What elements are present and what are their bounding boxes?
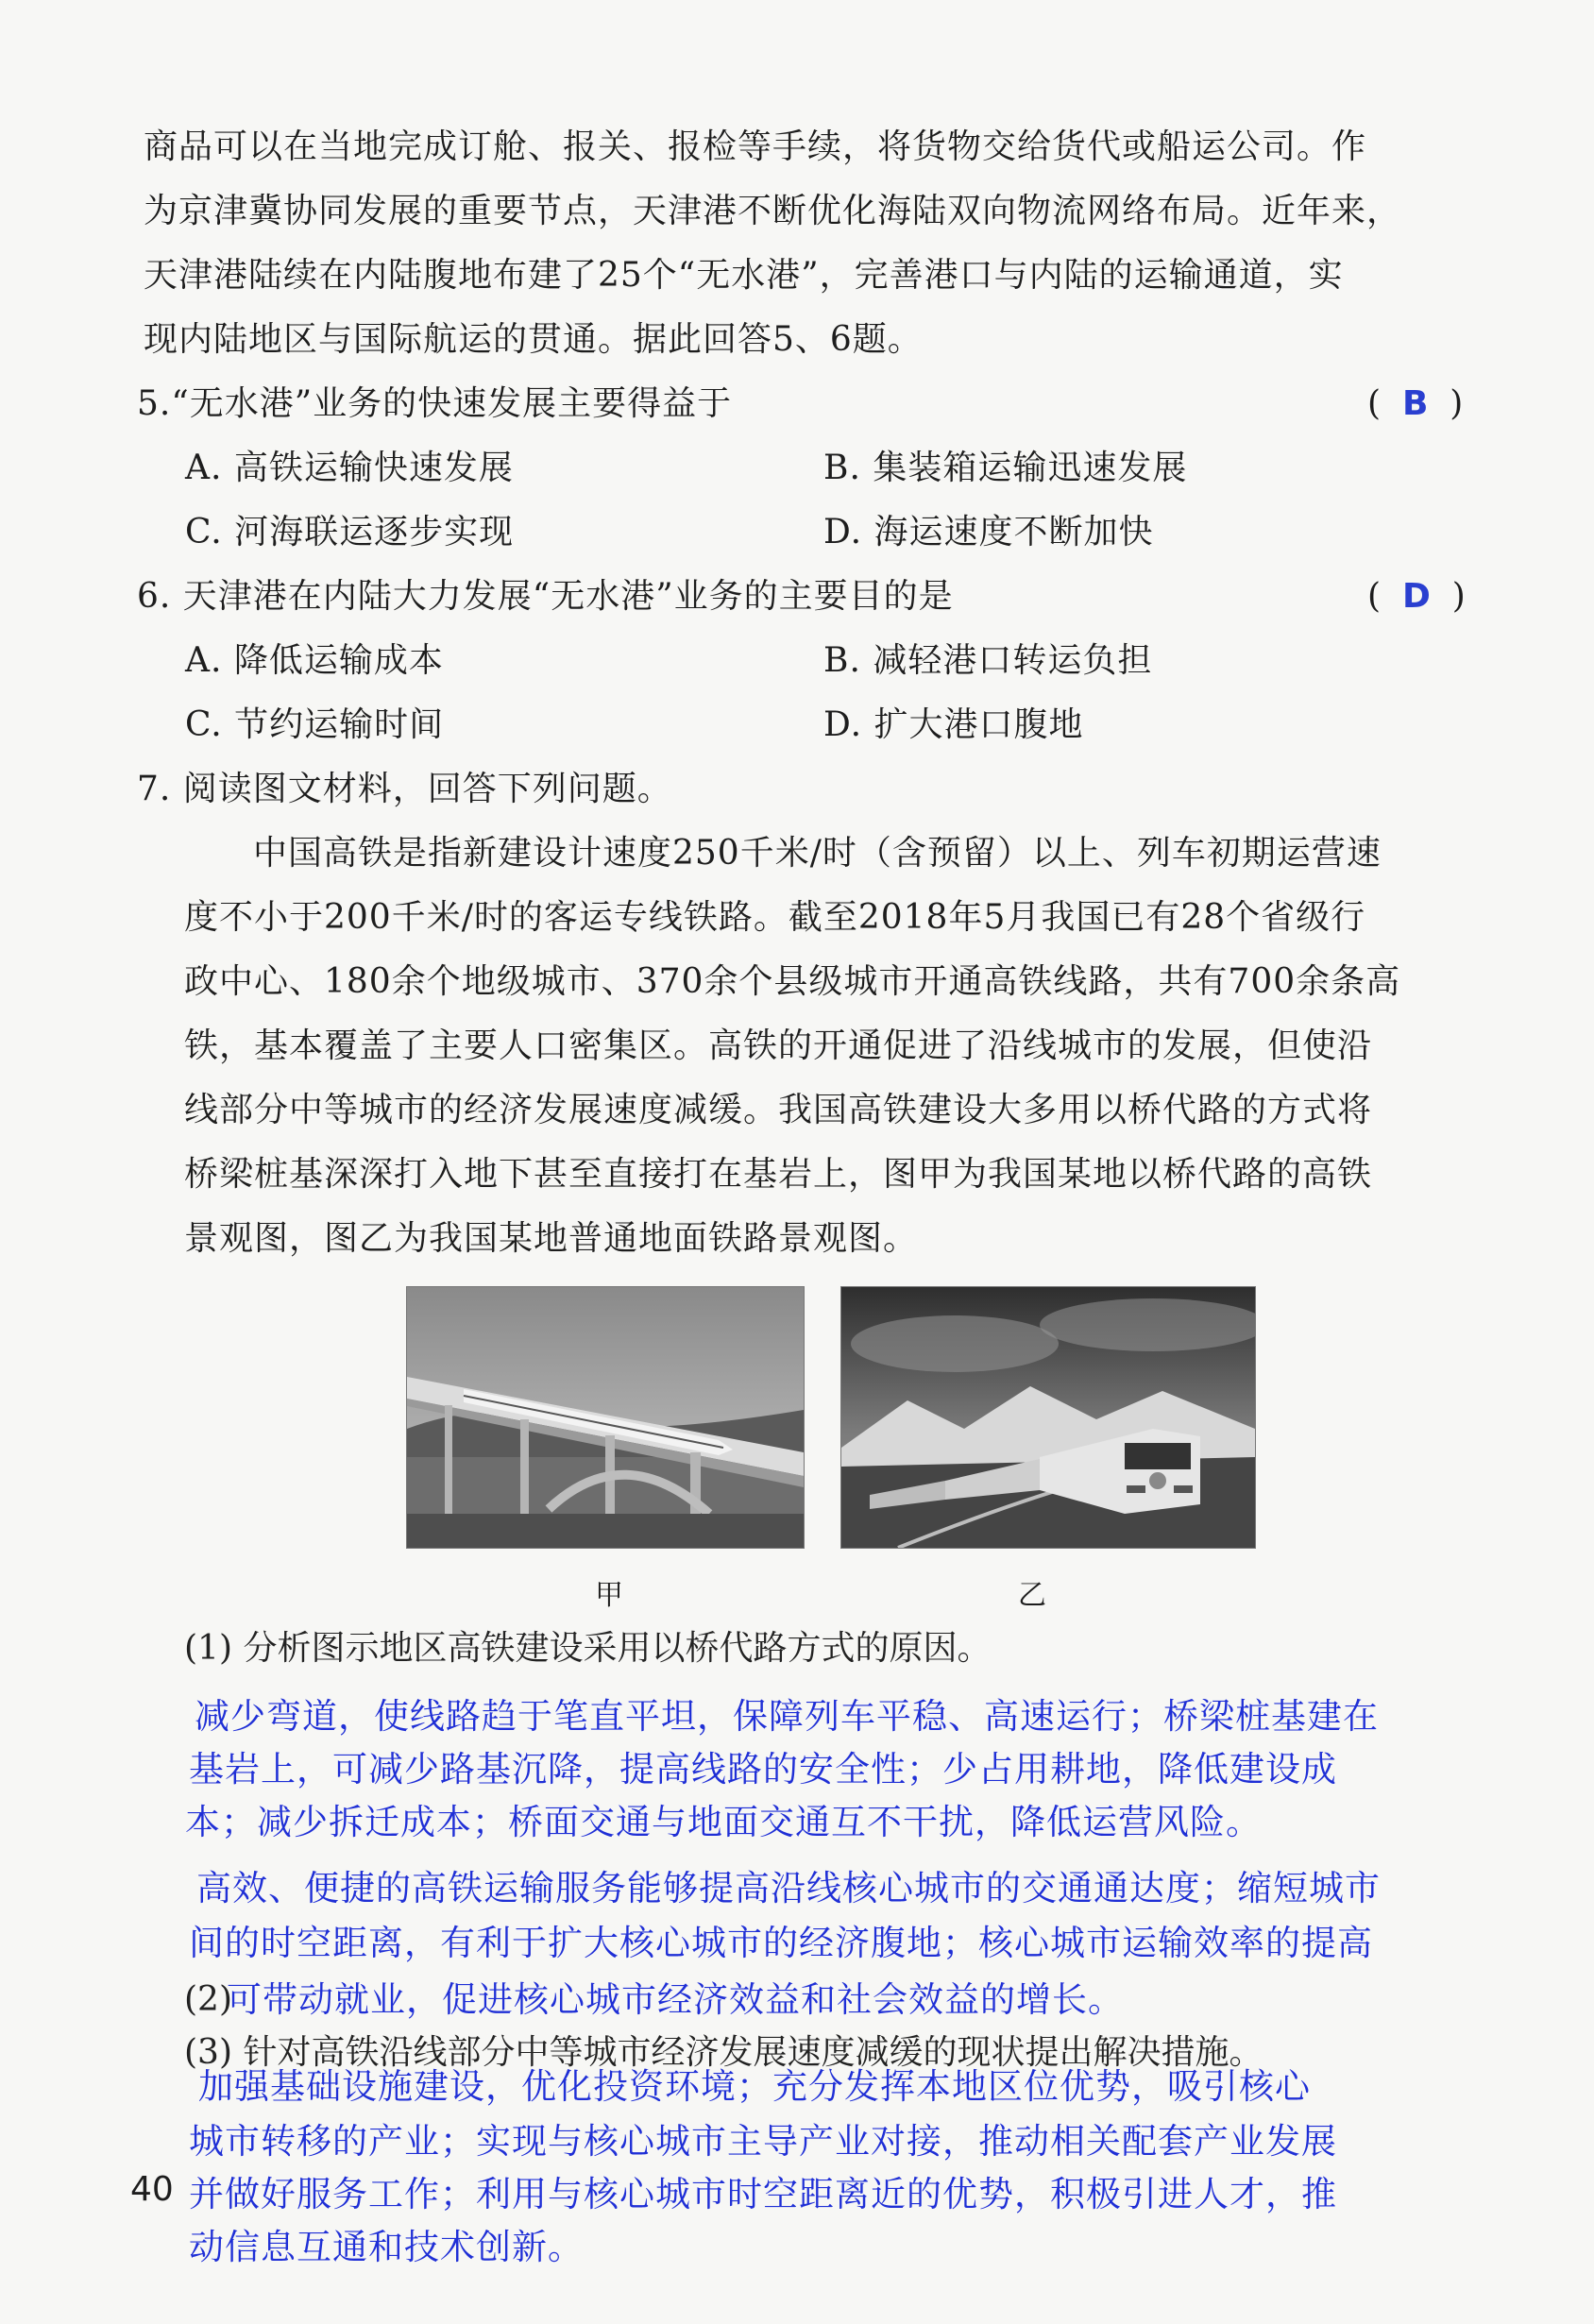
q7-ans1-line-2: 基岩上，可减少路基沉降，提高线路的安全性；少占用耕地，降低建设成: [189, 1749, 1337, 1790]
q7-sub1: (1) 分析图示地区高铁建设采用以桥代路方式的原因。: [184, 1629, 992, 1668]
q6-stem: 6. 天津港在内陆大力发展“无水港”业务的主要目的是: [137, 577, 954, 616]
q7-ans3-line-4: 动信息互通和技术创新。: [189, 2227, 584, 2267]
q7-sub3: (3) 针对高铁沿线部分中等城市经济发展速度减缓的现状提出解决措施。: [184, 2033, 1263, 2072]
q7-stem: 7. 阅读图文材料，回答下列问题。: [137, 770, 672, 808]
q7-ans3-line-3: 并做好服务工作；利用与核心城市时空距离近的优势，积极引进人才，推: [189, 2174, 1337, 2214]
intro-line-3: 天津港陆续在内陆腹地布建了25个“无水港”，完善港口与内陆的运输通道，实: [144, 256, 1344, 295]
q5-answer-box: ( B ): [1367, 384, 1464, 423]
q7-material-line-5: 线部分中等城市的经济发展速度减缓。我国高铁建设大多用以桥代路的方式将: [184, 1091, 1373, 1129]
q7-ans2-line-1: 高效、便捷的高铁运输服务能够提高沿线核心城市的交通通达度；缩短城市: [196, 1868, 1381, 1908]
q5-stem: 5.“无水港”业务的快速发展主要得益于: [137, 384, 733, 423]
q5-option-c: C. 河海联运逐步实现: [185, 513, 515, 551]
q7-material-line-7: 景观图，图乙为我国某地普通地面铁路景观图。: [184, 1219, 919, 1258]
q7-ans2-line-3: 可带动就业，促进核心城市经济效益和社会效益的增长。: [227, 1979, 1124, 2020]
photo-yi-ground-railway: [840, 1286, 1256, 1549]
q5-option-a: A. 高铁运输快速发展: [185, 449, 514, 487]
q5-option-b: B. 集装箱运输迅速发展: [823, 449, 1188, 487]
photo-jia-caption: 甲: [595, 1579, 623, 1612]
q7-material-line-1: 中国高铁是指新建设计速度250千米/时（含预留）以上、列车初期运营速: [253, 834, 1382, 873]
q7-ans2-line-2: 间的时空距离，有利于扩大核心城市的经济腹地；核心城市运输效率的提高: [189, 1923, 1373, 1963]
intro-line-1: 商品可以在当地完成订舱、报关、报检等手续，将货物交给货代或船运公司。作: [144, 127, 1367, 166]
q7-ans1-line-3: 本；减少拆迁成本；桥面交通与地面交通互不干扰，降低运营风险。: [185, 1802, 1262, 1842]
q5-answer: B: [1401, 384, 1429, 423]
photo-jia-viaduct: [406, 1286, 805, 1549]
photo-yi-caption: 乙: [1018, 1579, 1046, 1612]
q6-answer-box: ( D ): [1367, 577, 1466, 616]
q5-option-d: D. 海运速度不断加快: [823, 513, 1154, 551]
q7-ans3-line-2: 城市转移的产业；实现与核心城市主导产业对接，推动相关配套产业发展: [189, 2121, 1337, 2162]
intro-line-2: 为京津冀协同发展的重要节点，天津港不断优化海陆双向物流网络布局。近年来，: [144, 192, 1402, 230]
q7-sub2: (2): [184, 1980, 232, 2019]
q7-material-line-3: 政中心、180余个地级城市、370余个县级城市开通高铁线路，共有700余条高: [184, 962, 1401, 1001]
q6-option-c: C. 节约运输时间: [185, 705, 445, 744]
intro-line-4: 现内陆地区与国际航运的贯通。据此回答5、6题。: [144, 320, 923, 359]
q7-material-line-2: 度不小于200千米/时的客运专线铁路。截至2018年5月我国已有28个省级行: [184, 898, 1366, 937]
q6-answer: D: [1401, 577, 1431, 616]
q6-option-d: D. 扩大港口腹地: [823, 705, 1084, 744]
page-number: 40: [130, 2170, 174, 2209]
q7-material-line-4: 铁，基本覆盖了主要人口密集区。高铁的开通促进了沿线城市的发展，但使沿: [184, 1026, 1373, 1065]
q6-option-b: B. 减轻港口转运负担: [823, 641, 1153, 680]
q7-ans3-line-1: 加强基础设施建设，优化投资环境；充分发挥本地区位优势，吸引核心: [198, 2066, 1311, 2107]
q6-option-a: A. 降低运输成本: [185, 641, 444, 680]
q7-material-line-6: 桥梁桩基深深打入地下甚至直接打在基岩上，图甲为我国某地以桥代路的高铁: [184, 1155, 1373, 1194]
q7-ans1-line-1: 减少弯道，使线路趋于笔直平坦，保障列车平稳、高速运行；桥梁桩基建在: [195, 1696, 1379, 1737]
